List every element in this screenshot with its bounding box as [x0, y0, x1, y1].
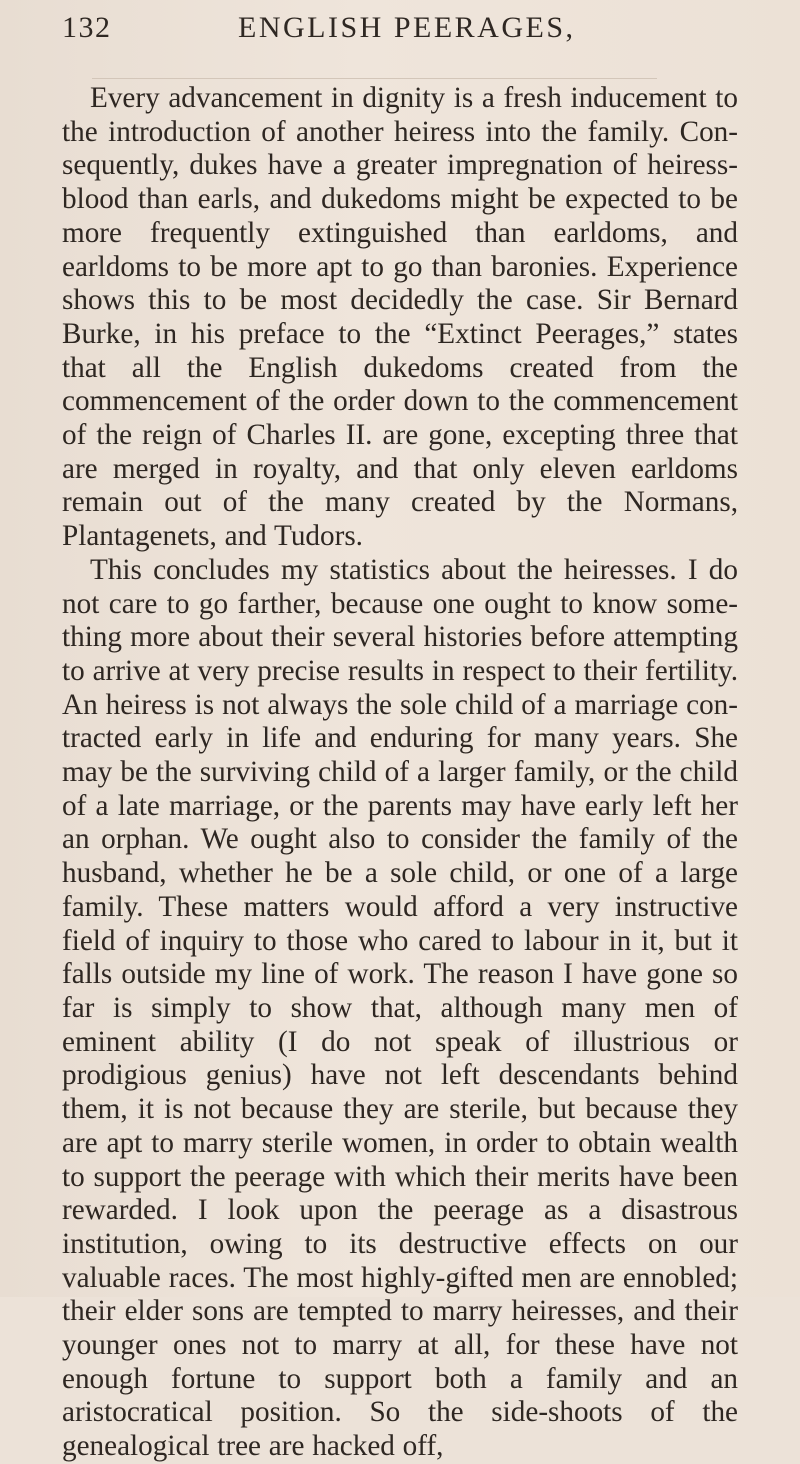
- page-header: [62, 6, 738, 50]
- paragraph-2: This concludes my statistics about the heiresses. I do not care to go farther, because one ought to know some-thing more about their several histories before attempting to arrive at very precise results in respect to their fertility. An heiress is not always the sole child of a marriage con-tracted early in life and enduring for many years. She may be the surviving child of a larger family, or the child of a late marriage, or the parents may have early left her an orphan. We ought also to consider the family of the husband, whether he be a sole child, or one of a large family. These matters would afford a very instructive field of inquiry to those who cared to labour in it, but it falls outside my line of work. The reason I have gone so far is simply to show that, although many men of eminent ability (I do not speak of illustrious or prodigious genius) have not left descendants behind them, it is not because they are sterile, but because they are apt to marry sterile women, in order to obtain wealth to support the peerage with which their merits have been rewarded. I look upon the peerage as a disastrous institution, owing to its destructive effects on our valuable races. The most highly-gifted men are ennobled; their elder sons are tempted to marry heiresses, and their younger ones not to marry at all, for these have not enough fortune to support both a family and an aristocratical position. So the side-shoots of the genealogical tree are hacked off,: [62, 553, 738, 1463]
- body-text: [62, 82, 738, 1464]
- running-title: ENGLISH PEERAGES,: [238, 11, 576, 44]
- paragraph-1: Every advancement in dignity is a fresh inducement to the introduction of another heiress into the family. Con-sequently, dukes have a greater impregnation of heiress-blood than earls, and dukedoms might be expected to be more frequently extinguished than earldoms, and earldoms to be more apt to go than baronies. Experience shows this to be most decidedly the case. Sir Bernard Burke, in his preface to the “Extinct Peerages,” states that all the English dukedoms created from the commencement of the order down to the commencement of the reign of Charles II. are gone, excepting three that are merged in royalty, and that only eleven earldoms remain out of the many created by the Normans, Plantagenets, and Tudors.: [62, 82, 738, 553]
- header-rule: [92, 78, 657, 79]
- page-number: 132: [62, 11, 112, 44]
